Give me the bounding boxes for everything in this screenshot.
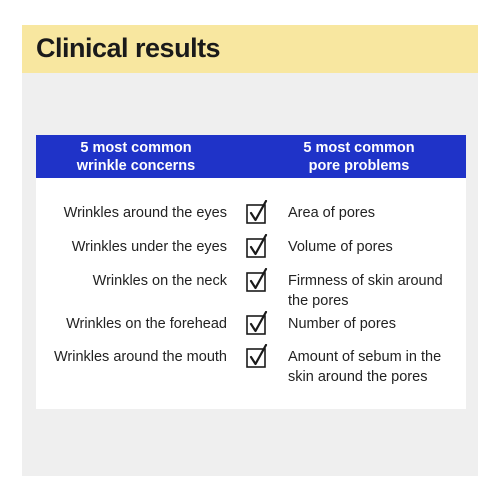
wrinkle-item: Wrinkles around the mouth [53,349,227,365]
header-wrinkle-line-2: wrinkle concerns [76,158,196,174]
header-pore-line-2: pore problems [308,158,410,174]
checkbox-checked-icon [246,234,268,258]
checkbox-checked-icon [246,200,268,224]
pore-item-line: Area of pores [288,205,376,221]
wrinkle-item: Wrinkles on the forehead [66,316,227,332]
header-pore-problems [259,139,459,175]
pore-item-line: the pores [288,293,349,309]
pore-item-line: Firmness of skin around [288,273,443,289]
page-title: Clinical results [36,33,221,63]
checkbox-checked-icon [246,344,268,368]
wrinkle-item: Wrinkles under the eyes [71,239,227,255]
wrinkle-item: Wrinkles around the eyes [63,205,227,221]
title-bar [22,25,478,73]
checkbox-checked-icon [246,311,268,335]
header-wrinkle-concerns [36,139,236,175]
table-header [36,135,466,178]
pore-item [288,203,463,223]
pore-item-line: Number of pores [288,316,396,332]
header-pore-line-1: 5 most common [303,140,415,156]
header-wrinkle-line-1: 5 most common [80,140,192,156]
checkbox-checked-icon [246,268,268,292]
results-table [36,135,466,409]
wrinkle-item: Wrinkles on the neck [92,273,227,289]
pore-item-line: skin around the pores [288,369,428,385]
pore-item [288,314,463,334]
pore-item [288,237,463,257]
pore-item [288,271,463,311]
clinical-results-panel [22,25,478,476]
pore-item-line: Amount of sebum in the [288,349,442,365]
pore-item-line: Volume of pores [288,239,393,255]
pore-item [288,347,463,387]
